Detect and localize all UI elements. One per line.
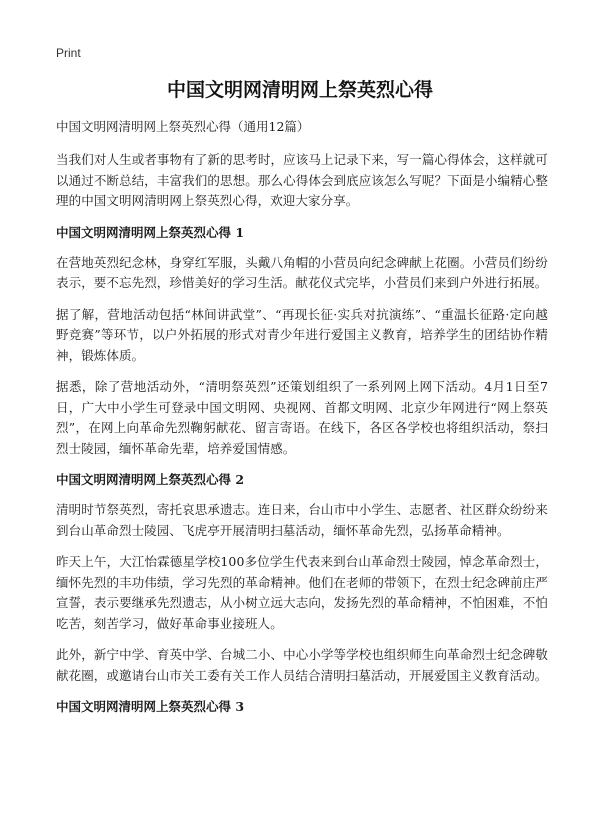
section-heading: 中国文明网清明网上祭英烈心得 3 xyxy=(56,699,245,714)
paragraph: 昨天上午，大江怡霖德星学校100多位学生代表来到台山革命烈士陵园，悼念革命烈士，缅怀先烈的丰功伟绩，学习先烈的革命精神。他们在老师的带领下，在烈士纪念碑前庄严宣誓，表示要继承先烈遗志，从小树立远大志向，发扬先烈的革命精神，不怕困难，不怕吃苦，刻苦学习，做好革命事业接班人。 xyxy=(56,554,548,631)
paragraph: 据悉，除了营地活动外，“清明祭英烈”还策划组织了一系列网上网下活动。4月1日至7日，广大中小学生可登录中国文明网、央视网、首都文明网、北京少年网进行“网上祭英烈”，在网上向革命先烈鞠躬献花、留言寄语。在线下，各区各学校也将组织活动，祭扫烈士陵园，缅怀革命先辈，培养爱国情感。 xyxy=(56,379,548,456)
page-subtitle: 中国文明网清明网上祭英烈心得（通用12篇） xyxy=(56,119,310,134)
paragraph: 此外，新宁中学、育英中学、台城二小、中心小学等学校也组织师生向革命烈士纪念碑敬献花圈，或邀请台山市关工委有关工作人员结合清明扫墓活动，开展爱国主义教育活动。 xyxy=(56,647,548,683)
article-body xyxy=(56,150,548,727)
intro-paragraph: 当我们对人生或者事物有了新的思考时，应该马上记录下来，写一篇心得体会，这样就可以通过不断总结，丰富我们的思想。那么心得体会到底应该怎么写呢？下面是小编精心整理的中国文明网清明网上祭英烈心得，欢迎大家分享。 xyxy=(56,152,548,208)
section-heading: 中国文明网清明网上祭英烈心得 2 xyxy=(56,472,245,487)
page-title: 中国文明网清明网上祭英烈心得 xyxy=(166,79,433,101)
section-heading: 中国文明网清明网上祭英烈心得 1 xyxy=(56,224,245,240)
print-link[interactable]: Print xyxy=(56,46,81,60)
paragraph: 在营地英烈纪念林，身穿红军服，头戴八角帽的小营员向纪念碑献上花圈。小营员们纷纷表示，要不忘先烈，珍惜美好的学习生活。献花仪式完毕，小营员们来到户外进行拓展。 xyxy=(56,254,548,290)
paragraph: 据了解，营地活动包括“林间讲武堂”、“再现长征·实兵对抗演练”、“重温长征路·定向越野竞赛”等环节，以户外拓展的形式对青少年进行爱国主义教育，培养学生的团结协作精神，锻炼体质。 xyxy=(56,306,548,363)
paragraph: 清明时节祭英烈，寄托哀思承遗志。连日来，台山市中小学生、志愿者、社区群众纷纷来到台山革命烈士陵园、飞虎亭开展清明扫墓活动，缅怀革命先烈，弘扬革命精神。 xyxy=(56,502,548,538)
